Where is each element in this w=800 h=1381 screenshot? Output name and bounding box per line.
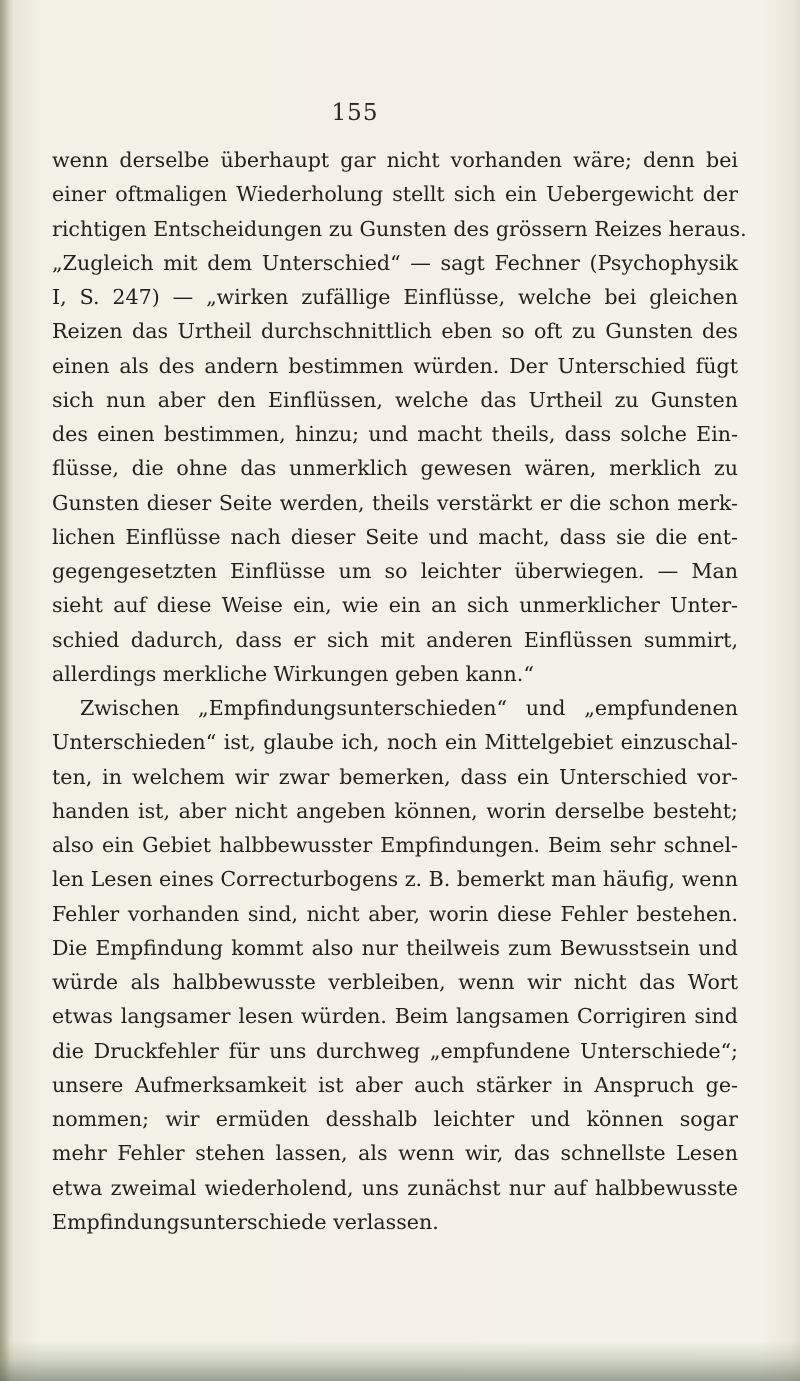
- paragraph: [52, 143, 747, 691]
- text-line: schied dadurch, dass er sich mit anderen Einflüssen summirt,: [52, 627, 738, 652]
- text-line: len Lesen eines Correcturbogens z. B. bemerkt man häufig, wenn: [52, 867, 738, 892]
- text-line: ten, in welchem wir zwar bemerken, dass ein Unterschied vor-: [52, 764, 738, 789]
- text-line: Zwischen „Empfindungsunterschieden“ und „empfundenen: [80, 696, 738, 720]
- text-line: des einen bestimmen, hinzu; und macht theils, dass solche Ein-: [52, 422, 738, 446]
- text-line: flüsse, die ohne das unmerklich gewesen wären, merklich zu: [52, 456, 738, 481]
- text-line: Gunsten dieser Seite werden, theils verstärkt er die schon merk-: [52, 490, 738, 515]
- page-number: 155: [331, 100, 379, 126]
- text-line: handen ist, aber nicht angeben können, worin derselbe besteht;: [52, 798, 738, 823]
- text-line: Reizen das Urtheil durchschnittlich eben so oft zu Gunsten des: [52, 319, 738, 344]
- text-line: richtigen Entscheidungen zu Gunsten des grössern Reizes heraus.: [52, 216, 747, 241]
- page-bottom-edge: [0, 1341, 800, 1381]
- text-line: „Zugleich mit dem Unterschied“ — sagt Fechner (Psychophysik: [52, 250, 738, 275]
- paragraph: [52, 691, 738, 1239]
- text-line: wenn derselbe überhaupt gar nicht vorhanden wäre; denn bei: [52, 148, 738, 172]
- text-line: würde als halbbewusste verbleiben, wenn wir nicht das Wort: [52, 970, 738, 994]
- text-line: allerdings merkliche Wirkungen geben kann.“: [52, 661, 534, 686]
- text-line: I, S. 247) — „wirken zufällige Einflüsse, welche bei gleichen: [52, 285, 738, 309]
- text-line: Fehler vorhanden sind, nicht aber, worin diese Fehler bestehen.: [52, 901, 738, 926]
- text-line: etwas langsamer lesen würden. Beim langsamen Corrigiren sind: [52, 1004, 738, 1029]
- text-line: Die Empfindung kommt also nur theilweis zum Bewusstsein und: [52, 935, 738, 960]
- text-line: die Druckfehler für uns durchweg „empfundene Unterschiede“;: [52, 1038, 738, 1063]
- text-line: etwa zweimal wiederholend, uns zunächst nur auf halbbewusste: [52, 1175, 738, 1200]
- text-line: gegengesetzten Einflüsse um so leichter überwiegen. — Man: [52, 559, 738, 583]
- text-line: also ein Gebiet halbbewusster Empfindungen. Beim sehr schnel-: [52, 833, 738, 857]
- text-line: nommen; wir ermüden desshalb leichter und können sogar: [52, 1107, 738, 1131]
- body-text: [52, 143, 747, 1239]
- text-line: einer oftmaligen Wiederholung stellt sich ein Uebergewicht der: [52, 182, 738, 207]
- text-line: Empfindungsunterschiede verlassen.: [52, 1209, 439, 1234]
- text-line: unsere Aufmerksamkeit ist aber auch stärker in Anspruch ge-: [52, 1072, 738, 1097]
- binding-shadow: [0, 0, 10, 1381]
- text-line: mehr Fehler stehen lassen, als wenn wir, das schnellste Lesen: [52, 1141, 738, 1166]
- text-line: sieht auf diese Weise ein, wie ein an sich unmerklicher Unter-: [52, 593, 738, 618]
- text-line: sich nun aber den Einflüssen, welche das Urtheil zu Gunsten: [52, 387, 738, 412]
- text-line: Unterschieden“ ist, glaube ich, noch ein Mittelgebiet einzuschal-: [52, 730, 738, 755]
- text-line: lichen Einflüsse nach dieser Seite und macht, dass sie die ent-: [52, 524, 738, 549]
- text-line: einen als des andern bestimmen würden. Der Unterschied fügt: [52, 353, 738, 378]
